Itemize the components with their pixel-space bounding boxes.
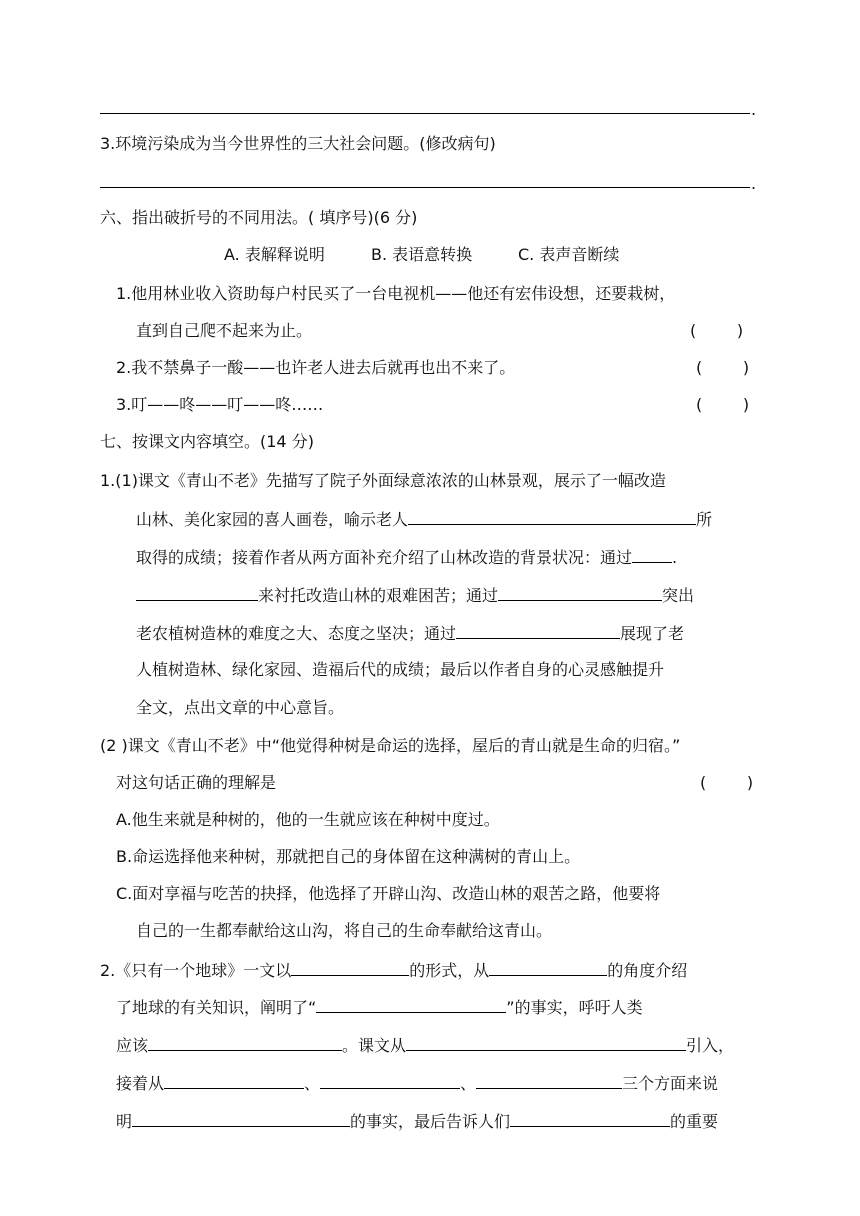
option-c: C. 表声音断续 (518, 245, 620, 264)
fill-blank-10[interactable] (164, 1072, 304, 1089)
question-7-1-1-line-2 (136, 508, 712, 530)
text: 突出 (662, 586, 695, 605)
answer-paren-6-3[interactable]: ( ) (696, 395, 750, 414)
text: 、 (460, 1074, 477, 1093)
section-7-heading: 七、按课文内容填空。(14 分) (100, 432, 314, 451)
fill-blank-11[interactable] (320, 1072, 460, 1089)
text: 所 (696, 510, 713, 529)
option-7-b: B.命运选择他来种树，那就把自己的身体留在这种满树的青山上。 (116, 847, 581, 866)
fill-blank-1[interactable] (408, 508, 696, 525)
period: . (672, 548, 678, 567)
text: 三个方面来说 (622, 1074, 719, 1093)
question-7-1-1-line-5 (136, 622, 684, 644)
text: 明 (116, 1112, 133, 1131)
question-7-2-line-4 (116, 1072, 718, 1094)
option-b: B. 表语意转换 (371, 245, 473, 264)
question-7-1-2-line-2: 对这句话正确的理解是 (116, 773, 277, 792)
text: 展现了老 (620, 624, 685, 643)
section-6-heading: 六、指出破折号的不同用法。( 填序号)(6 分) (100, 208, 418, 227)
fill-blank-7[interactable] (316, 996, 506, 1013)
text: 应该 (116, 1036, 149, 1055)
text: 的角度介绍 (607, 961, 688, 980)
answer-line-1-period: . (751, 100, 757, 119)
fill-blank-2b[interactable] (136, 584, 258, 601)
question-6-1-line-2: 直到自己爬不起来为止。 (136, 321, 313, 340)
question-7-1-1-line-7: 全文，点出文章的中心意旨。 (136, 698, 345, 717)
option-7-c-line-1: C.面对享福与吃苦的抉择，他选择了开辟山沟、改造山林的艰苦之路，他要将 (116, 884, 661, 903)
question-6-1-line-1: 1.他用林业收入资助每户村民买了一台电视机——他还有宏伟设想，还要栽树， (116, 284, 676, 303)
question-7-1-2-line-1: (2 )课文《青山不老》中“他觉得种树是命运的选择，屋后的青山就是生命的归宿。” (100, 736, 681, 755)
text: 的重要 (670, 1112, 719, 1131)
question-7-2-line-3 (116, 1034, 734, 1056)
fill-blank-2a[interactable] (632, 546, 672, 563)
text: 取得的成绩；接着作者从两方面补充介绍了山林改造的背景状况：通过 (136, 548, 633, 567)
option-7-c-line-2: 自己的一生都奉献给这山沟，将自己的生命奉献给这青山。 (136, 921, 553, 940)
question-5-3: 3.环境污染成为当今世界性的三大社会问题。(修改病句) (100, 134, 496, 153)
question-7-2-line-2 (116, 996, 643, 1018)
fill-blank-9[interactable] (406, 1034, 686, 1051)
question-7-2-line-5 (116, 1110, 718, 1132)
text: 的形式，从 (409, 961, 490, 980)
fill-blank-14[interactable] (510, 1110, 670, 1127)
text: 。课文从 (342, 1036, 407, 1055)
fill-blank-4[interactable] (456, 622, 620, 639)
text: 山林、美化家园的喜人画卷，喻示老人 (136, 510, 409, 529)
question-6-2: 2.我不禁鼻子一酸——也许老人进去后就再也出不来了。 (116, 358, 516, 377)
question-7-1-1-line-3 (136, 546, 677, 568)
fill-blank-13[interactable] (132, 1110, 350, 1127)
answer-paren-6-2[interactable]: ( ) (696, 358, 750, 377)
answer-paren-6-1[interactable]: ( ) (690, 321, 744, 340)
text: 引入， (686, 1036, 735, 1055)
fill-blank-6[interactable] (489, 959, 607, 976)
option-a: A. 表解释说明 (224, 245, 325, 264)
question-7-2-line-1 (100, 959, 687, 981)
fill-blank-12[interactable] (476, 1072, 622, 1089)
question-7-1-1-line-1: 1.(1)课文《青山不老》先描写了院子外面绿意浓浓的山林景观，展示了一幅改造 (100, 471, 666, 490)
option-7-a: A.他生来就是种树的，他的一生就应该在种树中度过。 (116, 810, 500, 829)
text: 、 (304, 1074, 321, 1093)
text: 接着从 (116, 1074, 165, 1093)
question-6-3: 3.叮——咚——叮——咚…… (116, 395, 324, 414)
text: 老农植树造林的难度之大、态度之坚决；通过 (136, 624, 457, 643)
question-7-1-1-line-6: 人植树造林、绿化家园、造福后代的成绩；最后以作者自身的心灵感触提升 (136, 660, 665, 679)
answer-line-2-period: . (751, 174, 757, 193)
text: 来衬托改造山林的艰难困苦；通过 (258, 586, 499, 605)
text: 了地球的有关知识，阐明了“ (116, 998, 317, 1017)
answer-paren-7-1-2[interactable]: ( ) (700, 773, 754, 792)
text: ”的事实，呼吁人类 (506, 998, 643, 1017)
answer-line-1[interactable] (100, 113, 750, 114)
question-7-1-1-line-4 (136, 584, 694, 606)
fill-blank-3[interactable] (498, 584, 662, 601)
text: 2.《只有一个地球》一文以 (100, 961, 292, 980)
fill-blank-5[interactable] (291, 959, 409, 976)
answer-line-2[interactable] (100, 187, 750, 188)
text: 的事实，最后告诉人们 (350, 1112, 511, 1131)
fill-blank-8[interactable] (148, 1034, 342, 1051)
